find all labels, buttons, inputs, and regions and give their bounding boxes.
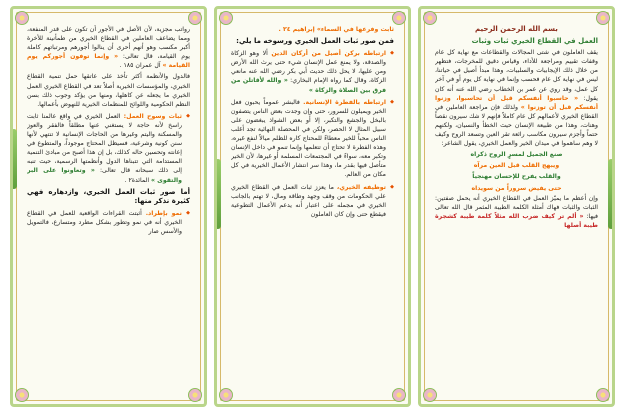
flower-ornament-icon bbox=[15, 11, 29, 25]
vine-stem-icon bbox=[215, 159, 221, 229]
bullet-item: ◆ ثبات وسوح العمل: العمل الخيري في واقع عالمنا ثابت راسخ لأنه حاجة لا يستغني عنها مطلقاً فالفقر والعوز والمسكنة واليتم وغيرها من الحاجات الإنسانية لا تنتهي لأنها سنن كونية وشرعية، فسيظل المحتاج موجوداً، والمتطوع في إعانته وتحسين حاله كذلك، بل إن هذا أصبح من مبادئ التنمية المستدامة التي تتبناها الدول وأنظمتها الرسمية، حيث تنبه إلى ذلك سبحانه قال تعالى: « وتعاونوا على البر والتقوى » المائدة٢ . bbox=[27, 112, 190, 185]
vine-stem-icon bbox=[11, 129, 17, 189]
bullet-item: ◆ نمو بإطراد. أثبتت القراءات الواقعية للعمل في القطاع الخيري أنه في نمو وتطور بشكل مطرد ومتسارع، فالتمويل والأسس صار bbox=[27, 209, 190, 236]
poem-verse: ويبهج القلب قبل العين مرآه bbox=[473, 162, 560, 170]
section-heading: فمن صور ثبات العمل الخيري ورسوخه ما يلي: bbox=[236, 37, 394, 46]
middle-panel-content bbox=[231, 25, 394, 388]
page-title: العمل في القطاع الخيري ثبات وثبات bbox=[471, 37, 598, 46]
flower-ornament-icon bbox=[188, 388, 202, 402]
basmala: بسم الله الرحمن الرحيم bbox=[475, 25, 558, 33]
flower-ornament-icon bbox=[392, 11, 406, 25]
paragraph: فالدول والأنظمة أكثر تأخذ على عاتقها حمل تنمية القطاع الخيري، والمؤسسات الخيرية أصلاً تعد في القطاع الخيري العمل الخيري ما يجعله عن كاهلها، ومنها من يؤكد وجوب ذلك بسن النظم الحكومية واللوائح للمنظمات الخيرية للنهوض بأعمالها. bbox=[27, 73, 190, 108]
flower-ornament-icon bbox=[219, 11, 233, 25]
bullet-item: ◆ ارتباطه بركن أصيل من أركان الدين ألا وهو الزكاة والصدقة، ولا يمنع عمل الإنسان شيء حتى يرث الله الأرض ومن عليها، لا يحل ذلك حديث أبي بكر رضي الله عنه مانعي الزكاة، وقال كما رواه الإمام البخاري: « والله لأقاتلن من فرق بين الصلاة والزكاة » bbox=[231, 49, 394, 94]
verse-reference: ثابت وفرعها في السماء» إبراهيم ٢٤ . bbox=[278, 26, 394, 33]
right-panel-content bbox=[435, 25, 598, 388]
flower-ornament-icon bbox=[596, 11, 610, 25]
bullet-item: ◆ توظيفه الخيري، ما يعزز ثبات العمل في القطاع الخيري علي الحكومات من وقف وجهد وطاقة ومال، لا تهتم بالجانب الخيري في مجمله على اعتبار أنه يدعم الأعمال التطوعية فيقطع حتى وإن كان العاملون bbox=[231, 183, 394, 219]
vine-stem-icon bbox=[608, 159, 614, 229]
paragraph: وإن أعظم ما يميّز العمل في القطاع الخيري أنه يحمل صفتين: الثبات والثبات فهاك أمثلة الكلمة الطيبة المثمر قال الله تعالى فيها: « ألم تر كيف ضرب الله مثلاً كلمة طيبة كشجرة طيبة أصلها bbox=[435, 194, 598, 229]
flower-ornament-icon bbox=[596, 388, 610, 402]
page-panel-right bbox=[418, 6, 615, 407]
flower-ornament-icon bbox=[423, 11, 437, 25]
poem-verse: حتى يفيض سروراً من سويداه bbox=[471, 184, 562, 192]
flower-ornament-icon bbox=[15, 388, 29, 402]
paragraph: رواتب مجزية، لأن الأصل في الأجور أن تكون على قدر المنفعة، ومما يضاعف العاملين في القطاع الخيري من طمأنينة للأخرة أكبر مكسب وهو أنهم أحرى أن ينالوا أجورهم ومرتباتهم كاملة يوم القيامة، قال تعالى: « وإنما توفون أجوركم يوم القيامة » آل عمران ١٨٥ . bbox=[27, 26, 190, 70]
flower-ornament-icon bbox=[423, 388, 437, 402]
poem-verse: صنع الجميل لمسرٍ الروح ذكراه bbox=[470, 151, 563, 159]
poem-verse: والقلب يفرح للإحسان مهنجياً bbox=[472, 173, 561, 181]
flower-ornament-icon bbox=[188, 11, 202, 25]
paragraph: يقف العاملون في شتى المجالات والقطاعات مع نهاية كل عام وقفات تقييم ومراجعة للأداء، وقياس دقيق للمخرجات، فتظهر من خلال ذلك الإيجابيات والسلبيات، وهذا مبدأ أصيل في حياتنا، ليس في نهاية كل عام فحسب وإنما في نهاية كل يوم أو في آخر كل عمل، وقد روي عن عمر بن الخطاب رضي الله عنه أنه كان يقول: « حاسبوا أنفسكم قبل أن تحاسبوا، وزنوا أنفسكم قبل أن توزنوا » ولذلك فإن مراجعة العاملين في القطاع الخيري لأعمالهم كل عام كاملاً فإنهم لا شك سيرون نقصاً وهنات، وهذا من طبيعة الإنسان حيث الخطأ والنسيان، ولكنهم حتماً وأجزم سيرون مكاسب رائعة تقر العين وتسعد الروح وكيف لا وهم ساهموا في ميدان الخير والعمل الخيري، يقول الشاعر: bbox=[435, 49, 598, 148]
section-heading: أما صور ثبات العمل الخيري، وازدهاره فهي كثيرة نذكر منها: bbox=[27, 187, 190, 205]
page-panel-left bbox=[10, 6, 207, 407]
bullet-item: ◆ ارتباطه بالفطرة الإنسانية. فالبشر عموماً يحبون فعل الخير ويميلون للسرور، حتى وإن وجدت بعض الناس يتصفون بالبخل والجشع والتكبر، إلا أو بعض الشواذ يبغضون على سبيل المثال لا الحصر، ولكن في المحصلة النهائية تجد أغلب الناس محباً للخير معطاءً للمحتاج كاره للظلم ميالاً لنفع غيره، وهذه الفطرة لا تحتاج أن تتعلمها وإنما تنمو في داخل الإنسان وتكبر معه، سواءً في المجتمعات المسلمة أو غيرها، لأن الخير متأصل فيها بقدر ما، وهذا سر انتشار الأعمال الخيرية في كل مكان من العالم. bbox=[231, 98, 394, 180]
flower-ornament-icon bbox=[219, 388, 233, 402]
flower-ornament-icon bbox=[392, 388, 406, 402]
left-panel-content bbox=[27, 25, 190, 388]
page-panel-middle bbox=[214, 6, 411, 407]
